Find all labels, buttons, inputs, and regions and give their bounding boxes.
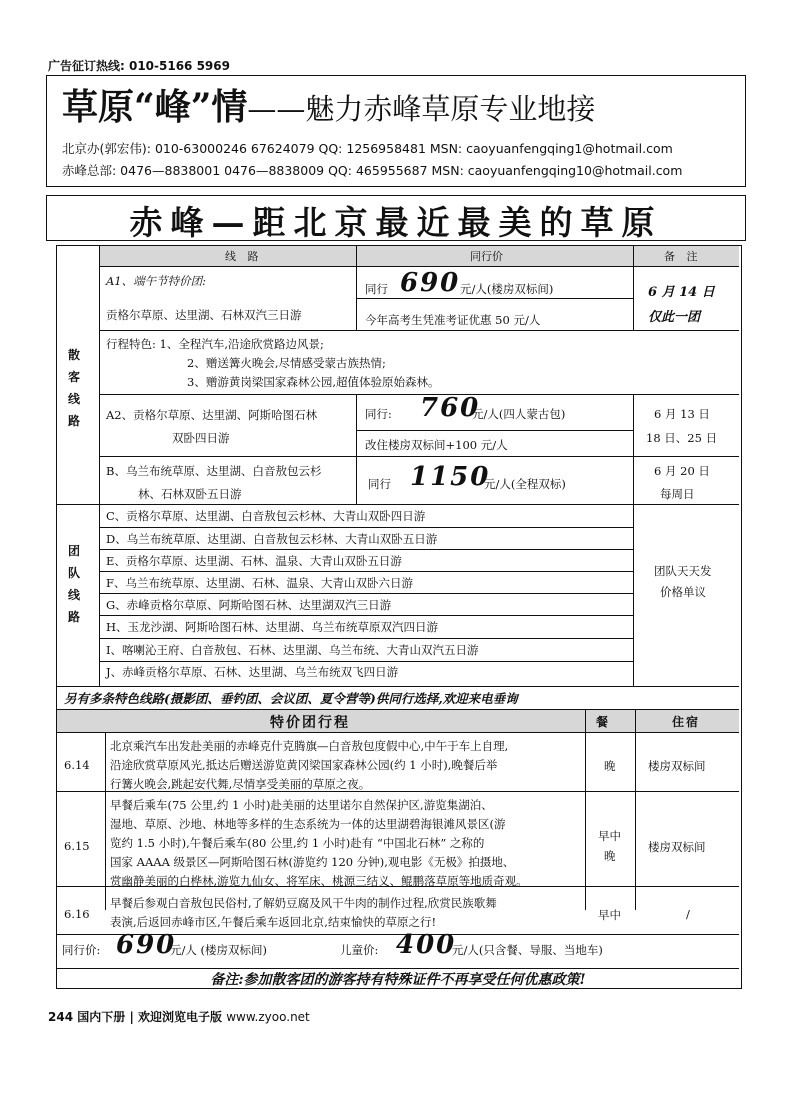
group-route-j: J、赤峰贡格尔草原、石林、达里湖、乌兰布统双飞四日游 <box>106 665 399 679</box>
a2-price: 760 <box>420 393 481 423</box>
a2-price-suffix: 元/人(四人蒙古包) <box>472 407 566 421</box>
a1-note-date: 6 月 14 日 <box>648 285 715 300</box>
day-line: 沿途欣赏草原风光,抵达后赠送游览黄冈梁国家森林公园(约 1 小时),晚餐后举 <box>110 758 498 772</box>
child-price-label: 儿童价: <box>340 943 379 957</box>
b-note-line2: 每周日 <box>660 487 695 501</box>
day-line: 早餐后乘车(75 公里,约 1 小时)赴美丽的达里诺尔自然保护区,游览集湖泊、 <box>110 798 493 812</box>
contact-beijing: 北京办(郭宏伟): 010-63000246 67624079 QQ: 1256958481 MSN: caoyuanfengqing1@hotmail.com <box>62 141 673 156</box>
a2-route-line2: 双卧四日游 <box>172 431 230 445</box>
a1-price: 690 <box>400 268 461 298</box>
a1-price-note: 今年高考生凭准考证优惠 50 元/人 <box>365 313 541 327</box>
group-route-e: E、贡格尔草原、达里湖、石林、温泉、大青山双卧五日游 <box>106 554 402 568</box>
b-price-prefix: 同行 <box>368 477 391 491</box>
day-date: 6.15 <box>64 839 90 853</box>
group-note-line1: 团队天天发 <box>654 564 712 578</box>
page-footer: 244 国内下册 | 欢迎浏览电子版 www.zyoo.net <box>48 1010 310 1024</box>
day-line: 行篝火晚会,跳起安代舞,尽情享受美丽的草原之夜。 <box>110 777 371 791</box>
group-route-f: F、乌兰布统草原、达里湖、石林、温泉、大青山双卧六日游 <box>106 576 413 590</box>
special-banner: 另有多条特色线路(摄影团、垂钓团、会议团、夏令营等)供同行选择,欢迎来电垂询 <box>64 691 518 706</box>
peer-price-suffix: 元/人 (楼房双标间) <box>170 943 268 957</box>
footer-note: 备注:参加散客团的游客持有特殊证件不再享受任何优惠政策! <box>210 972 586 988</box>
a1-note-only: 仅此一团 <box>648 310 701 325</box>
feature-1: 行程特色: 1、全程汽车,沿途欣赏路边风景; <box>106 337 324 351</box>
day-line: 表演,后返回赤峰市区,午餐后乘车返回北京,结束愉快的草原之行! <box>110 915 437 929</box>
day-line: 湿地、草原、沙地、林地等多样的生态系统为一体的达里湖碧海银滩风景区(游 <box>110 817 506 831</box>
a1-price-suffix: 元/人(楼房双标间) <box>460 282 554 296</box>
day-meal: 晚 <box>604 849 616 863</box>
b-route-line1: B、乌兰布统草原、达里湖、白音敖包云杉 <box>106 464 322 478</box>
sidebar-scatter: 散客线路 <box>67 348 80 428</box>
day-lodging: 楼房双标间 <box>648 759 706 773</box>
child-price-suffix: 元/人(只含餐、导服、当地车) <box>452 943 603 957</box>
day-date: 6.14 <box>64 758 90 772</box>
section-name: 国内下册 <box>77 1010 126 1024</box>
group-route-g: G、赤峰贡格尔草原、阿斯哈图石林、达里湖双汽三日游 <box>106 598 392 612</box>
ad-hotline: 广告征订热线: 010-5166 5969 <box>48 59 230 73</box>
day-lodging: / <box>686 907 690 921</box>
day-line: 赏幽静美丽的白桦林,游览九仙女、将军床、桃源三结义、鲲鹏落草原等地质奇观。 <box>110 874 528 888</box>
site-link[interactable]: www.zyoo.net <box>226 1010 310 1024</box>
b-route-line2: 林、石林双卧五日游 <box>138 487 242 501</box>
brand-title <box>62 79 595 130</box>
feature-3: 3、赠游黄岗梁国家森林公园,超值体验原始森林。 <box>187 375 440 389</box>
a2-note-line2: 18 日、25 日 <box>646 431 718 445</box>
group-route-h: H、玉龙沙湖、阿斯哈图石林、达里湖、乌兰布统草原双汽四日游 <box>106 620 439 634</box>
lodging-header: 住宿 <box>672 715 701 729</box>
day-line: 览约 1.5 小时),午餐后乘车(80 公里,约 1 小时)赴有 “中国北石林” 之称的 <box>110 836 485 850</box>
group-route-i: I、喀喇沁王府、白音敖包、石林、达里湖、乌兰布统、大青山双汽五日游 <box>106 643 479 657</box>
day-meal: 晚 <box>604 759 616 773</box>
group-route-c: C、贡格尔草原、达里湖、白音敖包云杉林、大青山双卧四日游 <box>106 509 426 523</box>
b-note-line1: 6 月 20 日 <box>654 464 710 478</box>
child-price: 400 <box>396 930 457 960</box>
meal-header: 餐 <box>596 715 609 729</box>
brand-subtitle: ——魅力赤峰草原专业地接 <box>247 92 596 126</box>
day-lodging: 楼房双标间 <box>648 840 706 854</box>
col-header-note: 备 注 <box>664 250 702 263</box>
day-meal: 早中 <box>598 829 621 843</box>
a1-title: A1、端午节特价团: <box>106 274 206 288</box>
brand-name: 草原“峰”情 <box>62 86 248 128</box>
day-line: 北京乘汽车出发赴美丽的赤峰克什克腾旗—白音敖包度假中心,中午于车上自理, <box>110 739 509 753</box>
slogan: 欢迎浏览电子版 <box>138 1010 223 1024</box>
a1-route: 贡格尔草原、达里湖、石林双汽三日游 <box>106 308 302 322</box>
peer-price: 690 <box>116 930 177 960</box>
sidebar-group: 团队线路 <box>67 544 80 624</box>
a1-price-prefix: 同行 <box>365 282 388 296</box>
day-line: 国家 AAAA 级景区—阿斯哈图石林(游览约 120 分钟),观电影《无极》拍摄地、 <box>110 855 515 869</box>
a2-price-note: 改住楼房双标间+100 元/人 <box>365 438 508 452</box>
a2-route-line1: A2、贡格尔草原、达里湖、阿斯哈图石林 <box>106 408 318 422</box>
day-meal: 早中 <box>598 908 621 922</box>
contact-chifeng: 赤峰总部: 0476—8838001 0476—8838009 QQ: 465955687 MSN: caoyuanfengqing10@hotmail.com <box>62 163 683 178</box>
col-header-route: 线 路 <box>225 250 263 263</box>
a2-price-prefix: 同行: <box>365 407 392 421</box>
b-price: 1150 <box>410 462 491 492</box>
peer-price-label: 同行价: <box>62 943 101 957</box>
page-number: 244 <box>48 1010 74 1024</box>
feature-2: 2、赠送篝火晚会,尽情感受蒙古族热情; <box>187 356 386 370</box>
day-line: 早餐后参观白音敖包民俗村,了解奶豆腐及风干牛肉的制作过程,欣赏民族歌舞 <box>110 896 497 910</box>
col-header-price: 同行价 <box>470 250 503 263</box>
group-route-d: D、乌兰布统草原、达里湖、白音敖包云杉林、大青山双卧五日游 <box>106 532 438 546</box>
day-date: 6.16 <box>64 907 90 921</box>
group-note-line2: 价格单议 <box>660 585 706 599</box>
headline: 赤峰—距北京最近最美的草原 <box>129 203 663 242</box>
a2-note-line1: 6 月 13 日 <box>654 407 710 421</box>
itinerary-title: 特价团行程 <box>270 715 350 731</box>
b-price-suffix: 元/人(全程双标) <box>484 477 566 491</box>
